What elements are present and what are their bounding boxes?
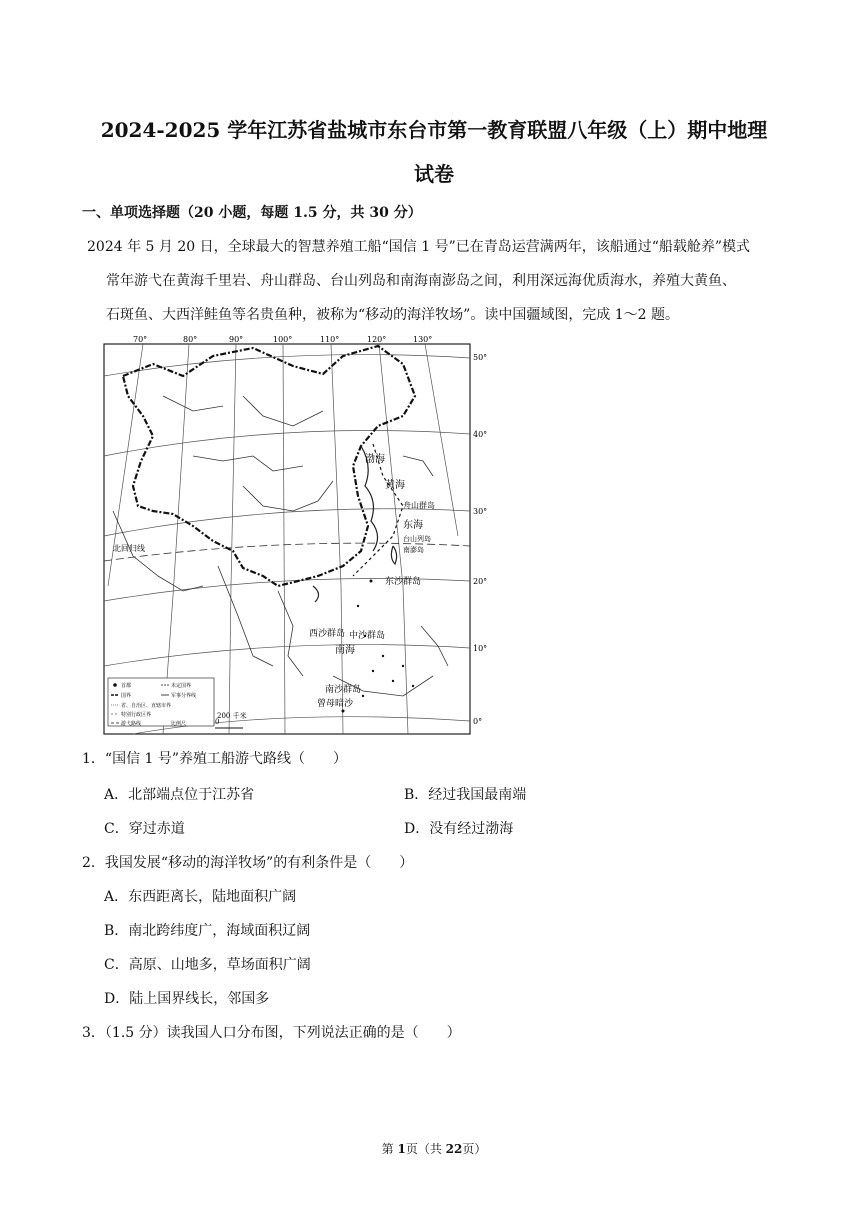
footer-middle: 页（共 [405, 1142, 446, 1156]
label-zhoushan: 舟山群岛 [403, 501, 435, 510]
q1-option-b[interactable]: B．经过我国最南端 [404, 787, 527, 803]
label-zengmu: 曾母暗沙 [317, 699, 354, 709]
lon-label-90: 90° [229, 336, 244, 344]
lat-label-50: 50° [473, 353, 487, 362]
label-bohai: 渤海 [365, 454, 385, 465]
q2-option-a[interactable]: A．东西距离长，陆地面积广阔 [104, 889, 297, 905]
footer-prefix: 第 [381, 1142, 398, 1156]
scale-value: 200 千米 [217, 712, 247, 720]
question-1-stem: 1．“国信 1 号”养殖工船游弋路线（ ） [82, 751, 348, 767]
intro-line-3: 石斑鱼、大西洋鲑鱼等名贵鱼种，被称为“移动的海洋牧场”。读中国疆域图，完成 1～2 题。 [106, 307, 680, 323]
q2-option-c[interactable]: C．高原、山地多，草场面积广阔 [104, 957, 311, 973]
label-nanpeng: 南澎岛 [403, 546, 424, 554]
exam-title: 2024-2025 学年江苏省盐城市东台市第一教育联盟八年级（上）期中地理 [100, 118, 768, 142]
china-territory-map [103, 336, 487, 736]
footer-total-pages: 22 [445, 1142, 463, 1156]
q1-option-c[interactable]: C．穿过赤道 [104, 821, 185, 837]
page-footer [0, 1140, 868, 1157]
legend-national: 国界 [121, 693, 132, 699]
label-donghai: 东海 [403, 520, 423, 531]
label-huanghai: 黄海 [385, 480, 405, 491]
question-2-stem: 2．我国发展“移动的海洋牧场”的有利条件是（ ） [82, 855, 414, 871]
legend-capital: 首都 [121, 683, 132, 689]
legend-sar: 特别行政区界 [121, 712, 152, 718]
q2-option-b[interactable]: B．南北跨纬度广，海域面积辽阔 [104, 923, 311, 939]
legend-route: 游弋路线 [121, 721, 142, 727]
label-tropic: 北回归线 [113, 544, 145, 553]
label-nansha: 南沙群岛 [325, 685, 362, 695]
lat-label-40: 40° [473, 430, 487, 439]
label-zhongsha: 中沙群岛 [349, 631, 386, 641]
legend-undetermined: 未定国界 [171, 683, 192, 689]
footer-page-number: 1 [397, 1142, 406, 1156]
intro-line-2: 常年游弋在黄海千里岩、舟山群岛、台山列岛和南海南澎岛之间，利用深远海优质海水，养殖大黄鱼、 [106, 273, 736, 289]
footer-suffix: 页） [462, 1142, 487, 1156]
label-xisha: 西沙群岛 [309, 629, 346, 639]
q1-option-a[interactable]: A．北部端点位于江苏省 [104, 787, 255, 803]
q2-option-d[interactable]: D．陆上国界线长，邻国多 [104, 991, 270, 1007]
intro-line-1: 2024 年 5 月 20 日，全球最大的智慧养殖工船“国信 1 号”已在青岛运营满两年，该船通过“船载舱养”模式 [87, 239, 751, 255]
label-dongsha: 东沙群岛 [385, 577, 422, 587]
lon-label-80: 80° [183, 336, 198, 344]
lon-label-110: 110° [320, 336, 340, 344]
question-3-stem: 3．（1.5 分）读我国人口分布图，下列说法正确的是（ ） [82, 1025, 461, 1041]
map-legend [108, 678, 214, 727]
lat-label-30: 30° [473, 507, 487, 516]
legend-military: 军事分界线 [171, 693, 197, 699]
lon-label-100: 100° [273, 336, 293, 344]
lon-label-70: 70° [133, 336, 148, 344]
label-nanhai: 南海 [335, 645, 355, 656]
legend-scale-label: 比例尺 [171, 721, 187, 727]
lat-label-0: 0° [473, 717, 483, 726]
scale-zero: 0 [215, 718, 220, 726]
label-taishan: 台山列岛 [403, 535, 431, 543]
lat-label-20: 20° [473, 577, 487, 586]
exam-title-continued: 试卷 [414, 162, 454, 186]
lat-label-10: 10° [473, 644, 487, 653]
lon-label-120: 120° [367, 336, 387, 344]
lon-label-130: 130° [413, 336, 433, 344]
legend-provincial: 省、自治区、直辖市界 [121, 703, 172, 709]
section-heading: 一、单项选择题（20 小题，每题 1.5 分，共 30 分） [82, 205, 422, 221]
q1-option-d[interactable]: D．没有经过渤海 [404, 821, 514, 837]
